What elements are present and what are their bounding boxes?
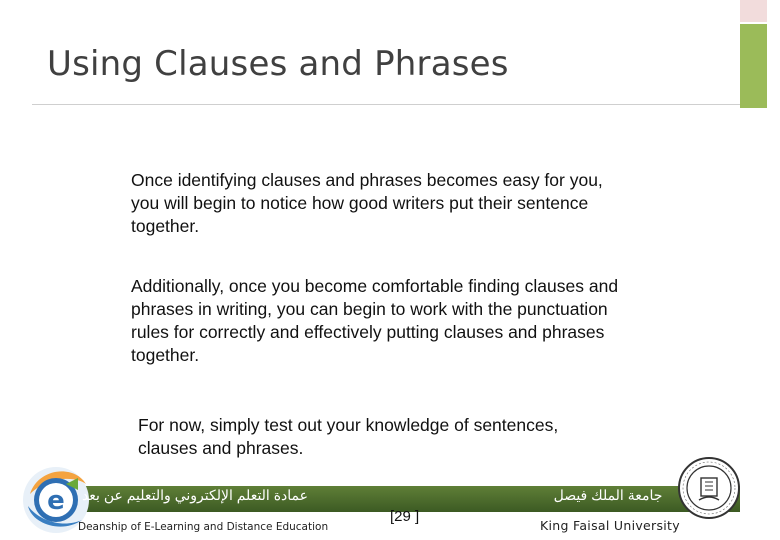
university-arabic-label: جامعة الملك فيصل bbox=[553, 487, 663, 503]
top-right-accent-green bbox=[740, 24, 767, 108]
page-number: [29 ] bbox=[390, 508, 420, 525]
deanship-arabic-label: عمادة التعلم الإلكتروني والتعليم عن بعد bbox=[81, 487, 308, 503]
svg-text:e: e bbox=[47, 486, 65, 516]
title-divider bbox=[32, 104, 740, 105]
paragraph-1: Once identifying clauses and phrases becomes easy for you, you will begin to notice how good writers put their sentence together. bbox=[131, 170, 603, 236]
paragraph-3: For now, simply test out your knowledge of sentences, clauses and phrases. bbox=[138, 415, 559, 458]
deanship-english-label: Deanship of E-Learning and Distance Education bbox=[78, 521, 329, 533]
slide-title: Using Clauses and Phrases bbox=[47, 44, 509, 84]
paragraph-2: Additionally, once you become comfortable finding clauses and phrases in writing, you can begin to work with the punctuation rules for correctly and effectively putting clauses and phrases together. bbox=[131, 276, 619, 365]
university-seal-logo-icon bbox=[677, 456, 741, 520]
university-english-label: King Faisal University bbox=[540, 518, 680, 533]
top-right-accent-pink bbox=[740, 0, 767, 22]
